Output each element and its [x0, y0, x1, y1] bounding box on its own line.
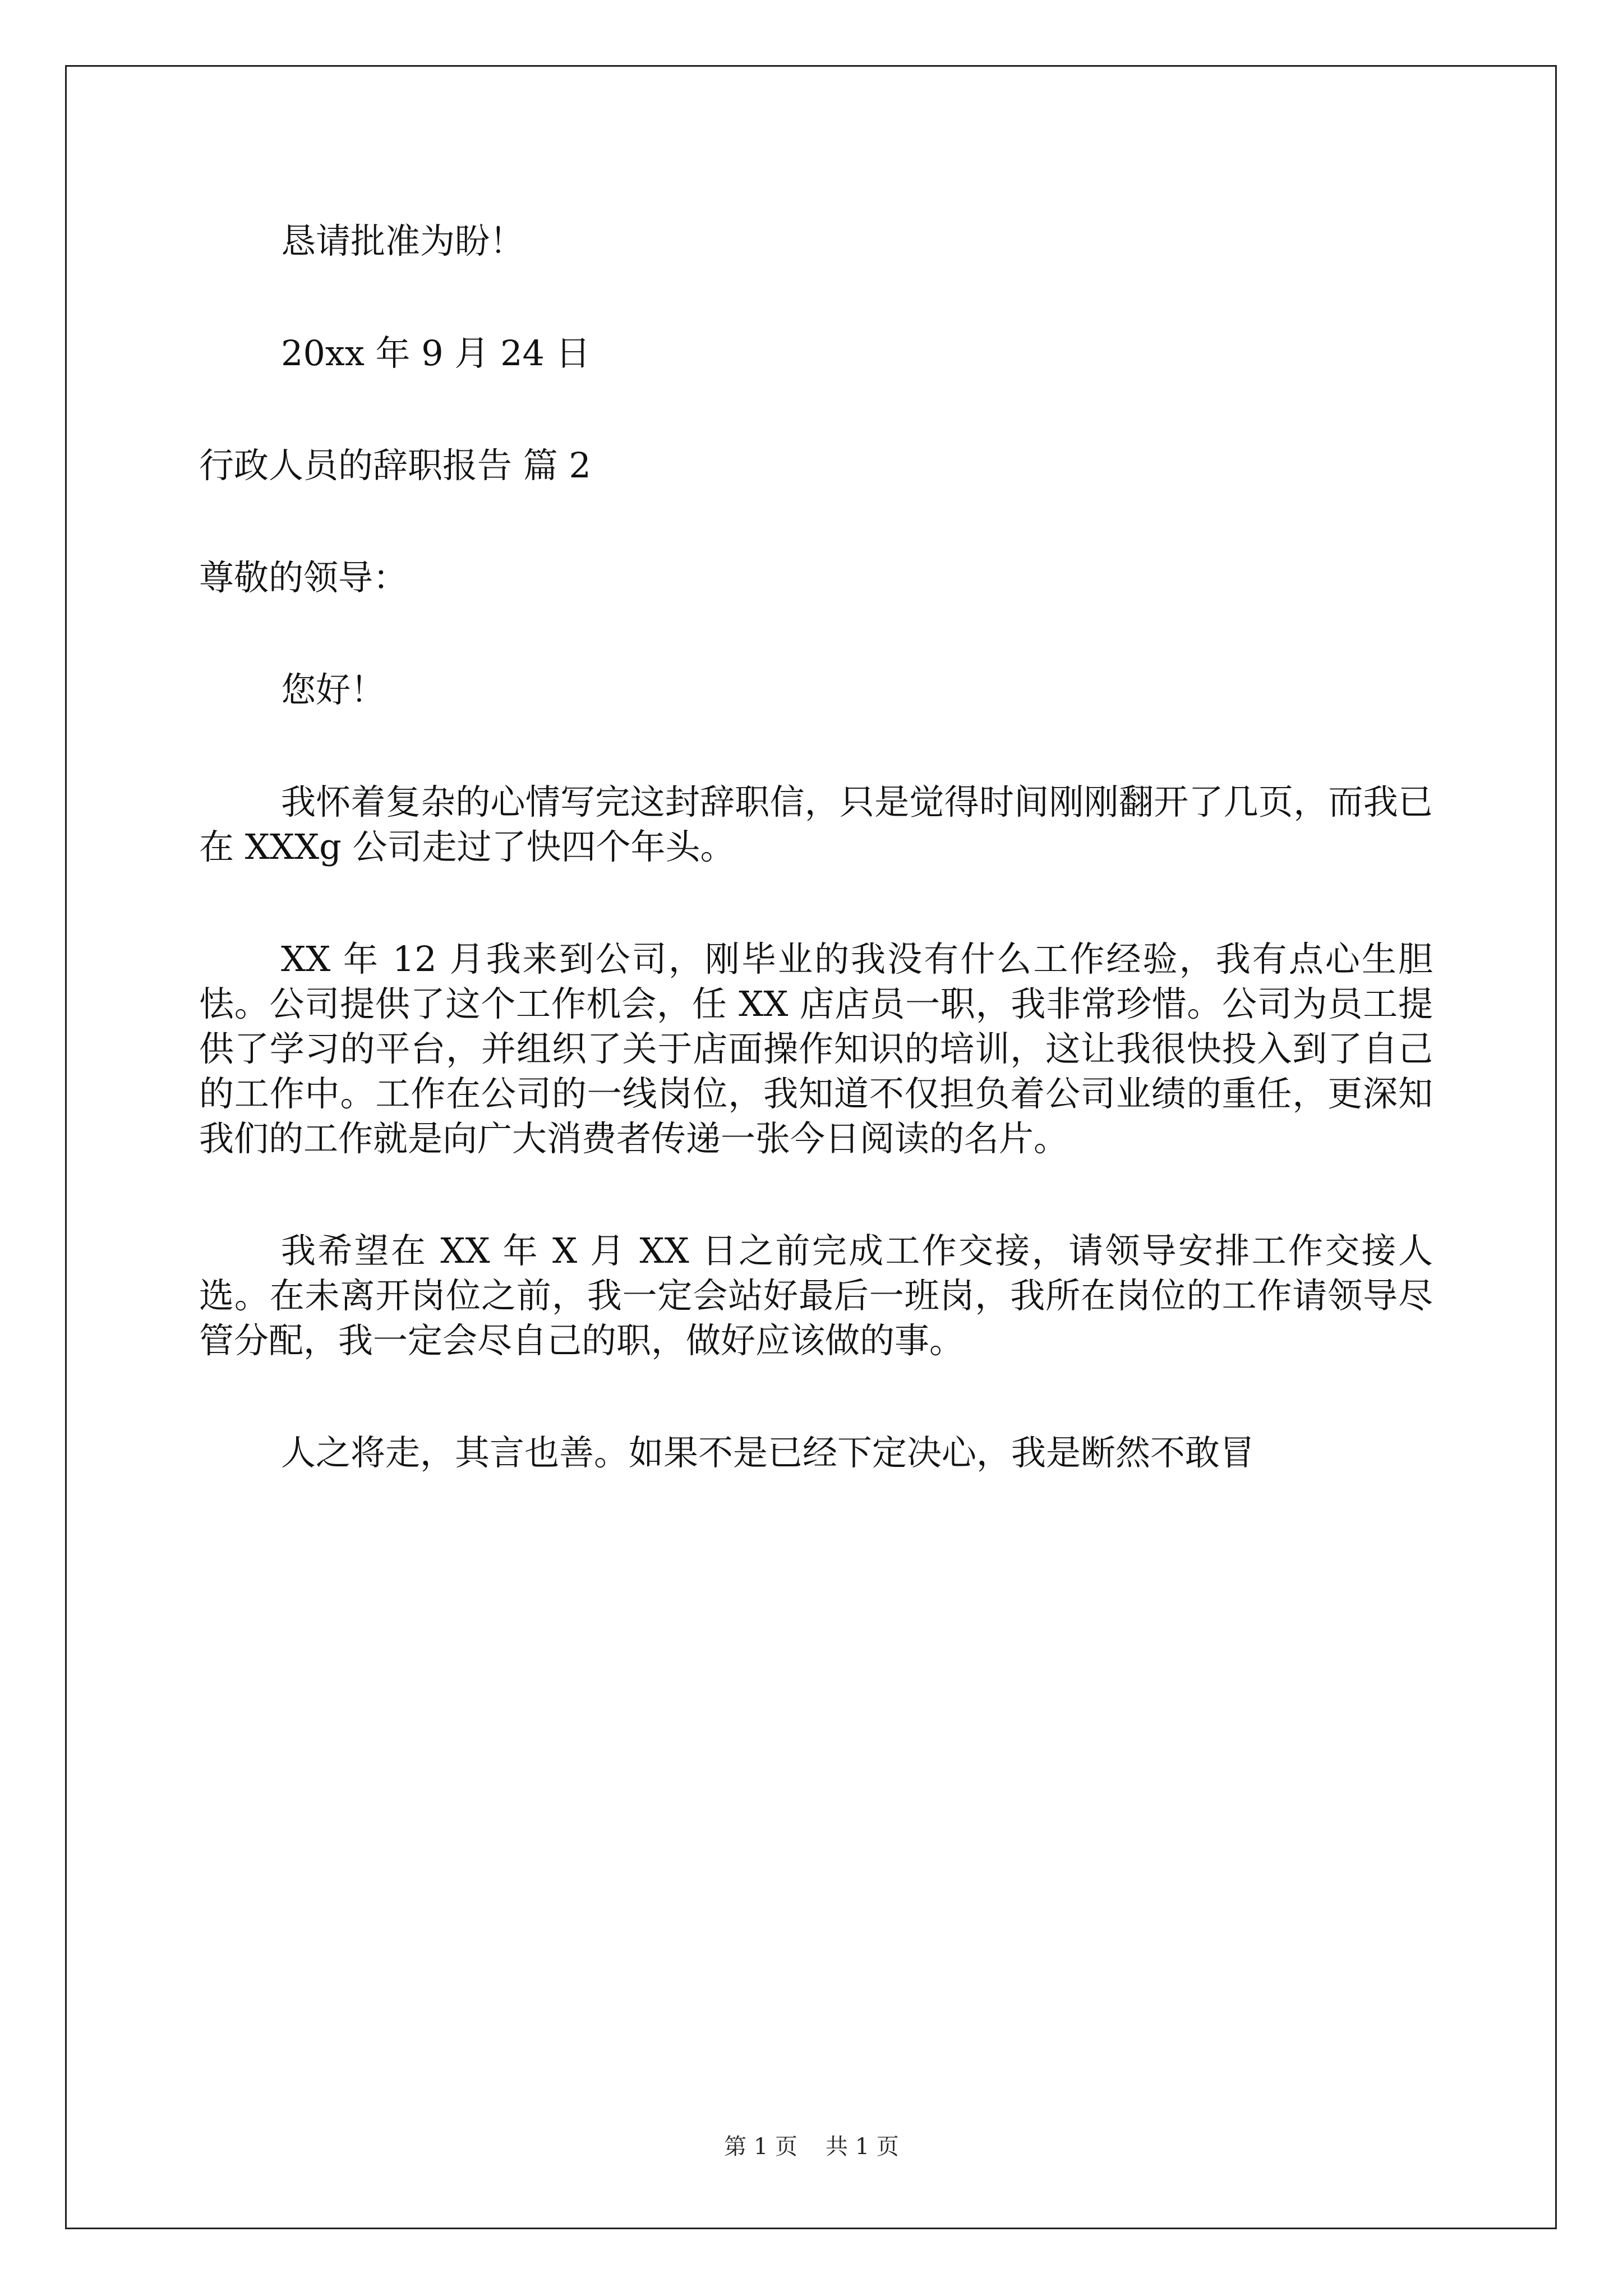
paragraph-intro: 我怀着复杂的心情写完这封辞职信，只是觉得时间刚刚翻开了几页，而我已在 XXXg 公司走过了快四个年头。 [199, 781, 1433, 867]
paragraph-date: 20xx 年 9 月 24 日 [281, 333, 591, 374]
paragraph-handover: 我希望在 XX 年 X 月 XX 日之前完成工作交接，请领导安排工作交接人选。在未离开岗位之前，我一定会站好最后一班岗，我所在岗位的工作请领导尽管分配，我一定会尽自己的职，做好应该做的事。 [199, 1230, 1433, 1361]
paragraph-experience: XX 年 12 月我来到公司，刚毕业的我没有什么工作经验，我有点心生胆怯。公司提供了这个工作机会，任 XX 店店员一职，我非常珍惜。公司为员工提供了学习的平台，并组织了关于店面操作知识的培训，这让我很快投入到了自己的工作中。工作在公司的一线岗位，我知道不仅担负着公司业绩的重任，更深知我们的工作就是向广大消费者传递一张今日阅读的名片。 [199, 938, 1433, 1159]
greeting: 您好！ [281, 669, 386, 710]
salutation: 尊敬的领导： [199, 557, 408, 598]
paragraph-closing-request: 恳请批准为盼！ [281, 220, 525, 261]
section-title: 行政人员的辞职报告 篇 2 [199, 445, 591, 486]
document-body [199, 219, 1433, 1543]
paragraph-closing: 人之将走，其言也善。如果不是已经下定决心，我是断然不敢冒 [281, 1432, 1255, 1473]
page-footer [0, 2133, 1623, 2161]
page-number-total: 共 1 页 [826, 2134, 899, 2160]
page-number-current: 第 1 页 [724, 2134, 797, 2160]
